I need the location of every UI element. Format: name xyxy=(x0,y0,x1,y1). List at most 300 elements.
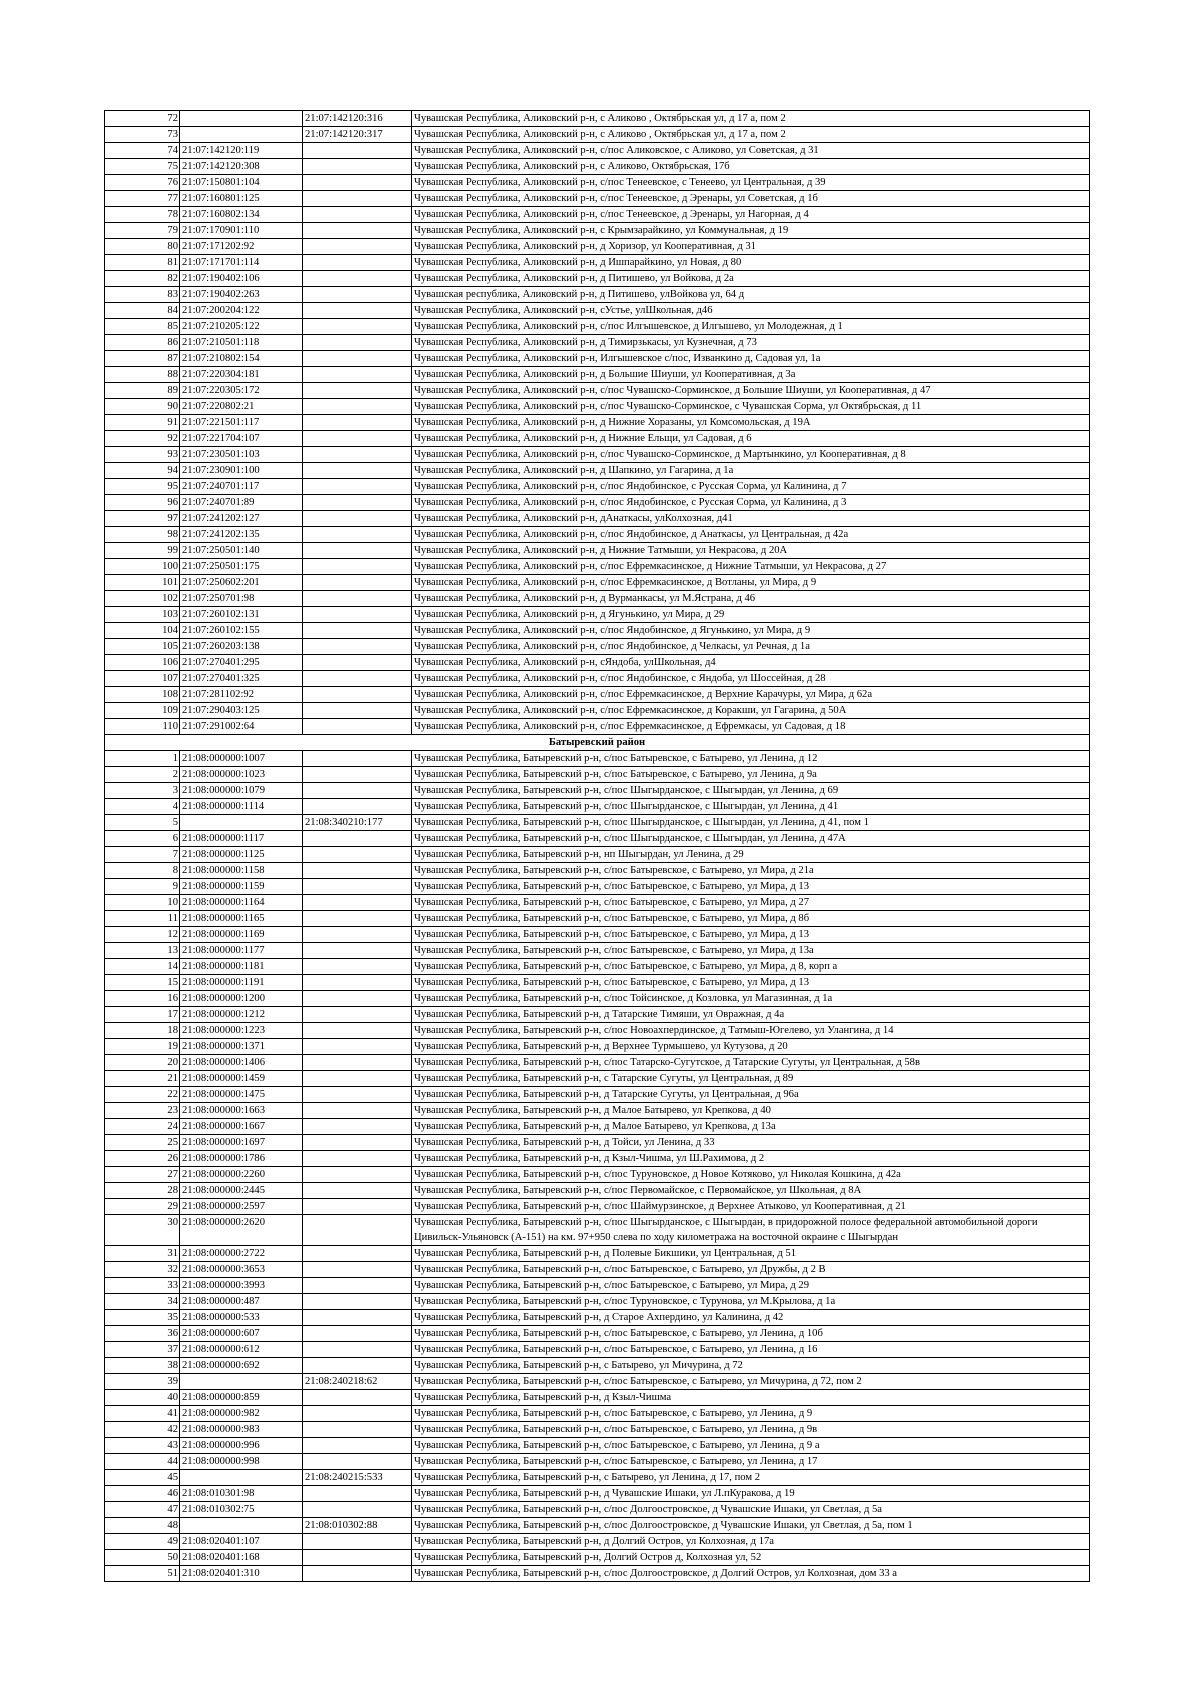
cadastral-number: 21:07:240701:117 xyxy=(180,479,303,495)
room-cadastral-number xyxy=(303,511,412,527)
address: Чувашская Республика, Аликовский р-н, д Шапкино, ул Гагарина, д 1а xyxy=(412,463,1090,479)
row-number: 91 xyxy=(105,415,180,431)
cadastral-number: 21:07:220802:21 xyxy=(180,399,303,415)
row-number: 7 xyxy=(105,847,180,863)
table-row xyxy=(105,703,1090,719)
table-row xyxy=(105,319,1090,335)
row-number: 38 xyxy=(105,1358,180,1374)
row-number: 73 xyxy=(105,127,180,143)
room-cadastral-number xyxy=(303,1071,412,1087)
table-row xyxy=(105,623,1090,639)
room-cadastral-number xyxy=(303,1246,412,1262)
room-cadastral-number xyxy=(303,959,412,975)
cadastral-number: 21:08:000000:1079 xyxy=(180,783,303,799)
room-cadastral-number xyxy=(303,367,412,383)
table-row xyxy=(105,1215,1090,1246)
room-cadastral-number xyxy=(303,495,412,511)
table-row xyxy=(105,1534,1090,1550)
row-number: 3 xyxy=(105,783,180,799)
cadastral-number: 21:08:000000:1406 xyxy=(180,1055,303,1071)
table-row xyxy=(105,799,1090,815)
table-row xyxy=(105,191,1090,207)
row-number: 104 xyxy=(105,623,180,639)
room-cadastral-number xyxy=(303,1486,412,1502)
cadastral-number: 21:08:000000:1114 xyxy=(180,799,303,815)
row-number: 30 xyxy=(105,1215,180,1246)
address: Чувашская Республика, Аликовский р-н, сЯндоба, улШкольная, д4 xyxy=(412,655,1090,671)
room-cadastral-number xyxy=(303,1119,412,1135)
address: Чувашская Республика, Аликовский р-н, с Аликово , Октябрьская ул, д 17 а, пом 2 xyxy=(412,111,1090,127)
room-cadastral-number xyxy=(303,1310,412,1326)
address: Чувашская Республика, Батыревский р-н, с/пос Батыревское, с Батырево, ул Мира, д 13 xyxy=(412,879,1090,895)
cadastral-number: 21:07:142120:119 xyxy=(180,143,303,159)
cadastral-number: 21:08:010302:75 xyxy=(180,1502,303,1518)
row-number: 102 xyxy=(105,591,180,607)
table-row xyxy=(105,543,1090,559)
row-number: 44 xyxy=(105,1454,180,1470)
room-cadastral-number xyxy=(303,1183,412,1199)
room-cadastral-number xyxy=(303,879,412,895)
row-number: 34 xyxy=(105,1294,180,1310)
table-row xyxy=(105,1422,1090,1438)
table-row xyxy=(105,175,1090,191)
room-cadastral-number xyxy=(303,831,412,847)
cadastral-number: 21:08:000000:692 xyxy=(180,1358,303,1374)
table-row xyxy=(105,655,1090,671)
row-number: 81 xyxy=(105,255,180,271)
room-cadastral-number xyxy=(303,911,412,927)
row-number: 8 xyxy=(105,863,180,879)
address: Чувашская Республика, Батыревский р-н, с/пос Шыгырданское, с Шыгырдан, ул Ленина, д 41, пом 1 xyxy=(412,815,1090,831)
row-number: 4 xyxy=(105,799,180,815)
row-number: 10 xyxy=(105,895,180,911)
cadastral-number: 21:07:250701:98 xyxy=(180,591,303,607)
row-number: 109 xyxy=(105,703,180,719)
table-row xyxy=(105,991,1090,1007)
table-row xyxy=(105,575,1090,591)
cadastral-number: 21:08:000000:1023 xyxy=(180,767,303,783)
address: Чувашская Республика, Батыревский р-н, с/пос Шыгырданское, с Шыгырдан, ул Ленина, д 41 xyxy=(412,799,1090,815)
table-row xyxy=(105,879,1090,895)
address: Чувашская Республика, Батыревский р-н, с/пос Батыревское, с Батырево, ул Мира, д 8, корп а xyxy=(412,959,1090,975)
row-number: 21 xyxy=(105,1071,180,1087)
row-number: 11 xyxy=(105,911,180,927)
row-number: 42 xyxy=(105,1422,180,1438)
table-row xyxy=(105,831,1090,847)
room-cadastral-number xyxy=(303,1358,412,1374)
cadastral-number: 21:08:000000:1459 xyxy=(180,1071,303,1087)
room-cadastral-number xyxy=(303,575,412,591)
address: Чувашская Республика, Батыревский р-н, с/пос Шыгырданское, с Шыгырдан, в придорожной полосе федеральной автомобильной дороги Цивильск-Ульяновск (А-151) на км. 97+950 слева по ходу километража на восточной окраине с Шыгырдан xyxy=(412,1215,1090,1246)
room-cadastral-number xyxy=(303,527,412,543)
cadastral-number: 21:08:000000:1164 xyxy=(180,895,303,911)
room-cadastral-number xyxy=(303,1262,412,1278)
room-cadastral-number xyxy=(303,559,412,575)
row-number: 48 xyxy=(105,1518,180,1534)
address: Чувашская Республика, Батыревский р-н, с/пос Долгоостровское, д Чувашские Ишаки, ул Светлая, д 5а xyxy=(412,1502,1090,1518)
table-row xyxy=(105,511,1090,527)
table-row xyxy=(105,1502,1090,1518)
room-cadastral-number xyxy=(303,1007,412,1023)
row-number: 39 xyxy=(105,1374,180,1390)
cadastral-number: 21:08:000000:612 xyxy=(180,1342,303,1358)
address: Чувашская Республика, Аликовский р-н, с Крымзарайкино, ул Коммунальная, д 19 xyxy=(412,223,1090,239)
cadastral-number: 21:07:291002:64 xyxy=(180,719,303,735)
address: Чувашская Республика, Аликовский р-н, с/пос Илгышевское, д Илгышево, ул Молодежная, д 1 xyxy=(412,319,1090,335)
room-cadastral-number xyxy=(303,1039,412,1055)
address: Чувашская Республика, Аликовский р-н, с/пос Яндобинское, д Анаткасы, ул Центральная, д 42а xyxy=(412,527,1090,543)
row-number: 15 xyxy=(105,975,180,991)
row-number: 18 xyxy=(105,1023,180,1039)
row-number: 72 xyxy=(105,111,180,127)
row-number: 88 xyxy=(105,367,180,383)
room-cadastral-number xyxy=(303,207,412,223)
cadastral-number: 21:07:260102:155 xyxy=(180,623,303,639)
room-cadastral-number xyxy=(303,191,412,207)
cadastral-number: 21:07:210501:118 xyxy=(180,335,303,351)
table-row xyxy=(105,1438,1090,1454)
table-row xyxy=(105,815,1090,831)
table-row xyxy=(105,1390,1090,1406)
row-number: 98 xyxy=(105,527,180,543)
row-number: 25 xyxy=(105,1135,180,1151)
address: Чувашская Республика, Аликовский р-н, д Хоризор, ул Кооперативная, д 31 xyxy=(412,239,1090,255)
row-number: 17 xyxy=(105,1007,180,1023)
table-row xyxy=(105,1135,1090,1151)
row-number: 96 xyxy=(105,495,180,511)
cadastral-number: 21:07:220305:172 xyxy=(180,383,303,399)
cadastral-number: 21:08:000000:2597 xyxy=(180,1199,303,1215)
table-row xyxy=(105,863,1090,879)
table-row xyxy=(105,111,1090,127)
table-row xyxy=(105,383,1090,399)
address: Чувашская Республика, Батыревский р-н, с/пос Батыревское, с Батырево, ул Ленина, д 9в xyxy=(412,1422,1090,1438)
table-row xyxy=(105,559,1090,575)
address: Чувашская Республика, Аликовский р-н, с/пос Яндобинское, с Русская Сорма, ул Калинина, д 3 xyxy=(412,495,1090,511)
room-cadastral-number xyxy=(303,175,412,191)
row-number: 100 xyxy=(105,559,180,575)
table-row xyxy=(105,367,1090,383)
table-row xyxy=(105,271,1090,287)
room-cadastral-number xyxy=(303,863,412,879)
table-row xyxy=(105,1071,1090,1087)
table-row xyxy=(105,591,1090,607)
row-number: 27 xyxy=(105,1167,180,1183)
table-row xyxy=(105,1007,1090,1023)
address: Чувашская Республика, Аликовский р-н, с/пос Чувашско-Сорминское, с Чувашская Сорма, ул Октябрьская, д 11 xyxy=(412,399,1090,415)
cadastral-number: 21:08:000000:607 xyxy=(180,1326,303,1342)
room-cadastral-number xyxy=(303,1390,412,1406)
address: Чувашская Республика, Аликовский р-н, с/пос Ефремкасинское, д Нижние Татмыши, ул Некрасова, д 27 xyxy=(412,559,1090,575)
cadastral-number: 21:08:000000:983 xyxy=(180,1422,303,1438)
table-row xyxy=(105,1246,1090,1262)
row-number: 51 xyxy=(105,1566,180,1582)
table-row xyxy=(105,1262,1090,1278)
table-row xyxy=(105,239,1090,255)
table-row xyxy=(105,255,1090,271)
cadastral-number: 21:08:000000:1007 xyxy=(180,751,303,767)
room-cadastral-number xyxy=(303,783,412,799)
cadastral-number: 21:08:000000:996 xyxy=(180,1438,303,1454)
cadastral-number: 21:07:290403:125 xyxy=(180,703,303,719)
room-cadastral-number xyxy=(303,319,412,335)
table-row xyxy=(105,1055,1090,1071)
room-cadastral-number xyxy=(303,479,412,495)
address: Чувашская Республика, Батыревский р-н, д Верхнее Турмышево, ул Кутузова, д 20 xyxy=(412,1039,1090,1055)
row-number: 95 xyxy=(105,479,180,495)
cadastral-number: 21:07:171701:114 xyxy=(180,255,303,271)
cadastral-number: 21:08:000000:998 xyxy=(180,1454,303,1470)
table-row xyxy=(105,1278,1090,1294)
address: Чувашская Республика, Батыревский р-н, д Долгий Остров, ул Колхозная, д 17а xyxy=(412,1534,1090,1550)
row-number: 1 xyxy=(105,751,180,767)
address: Чувашская Республика, Аликовский р-н, с Аликово, Октябрьская, 17б xyxy=(412,159,1090,175)
table-row xyxy=(105,223,1090,239)
cadastral-number: 21:07:270401:295 xyxy=(180,655,303,671)
cadastral-number: 21:08:000000:2722 xyxy=(180,1246,303,1262)
cadastral-number: 21:07:210205:122 xyxy=(180,319,303,335)
address: Чувашская Республика, Батыревский р-н, д Татарские Сугуты, ул Центральная, д 96а xyxy=(412,1087,1090,1103)
address: Чувашская Республика, Батыревский р-н, с/пос Батыревское, с Батырево, ул Ленина, д 12 xyxy=(412,751,1090,767)
table-row xyxy=(105,399,1090,415)
row-number: 94 xyxy=(105,463,180,479)
room-cadastral-number xyxy=(303,1135,412,1151)
cadastral-number: 21:07:250501:175 xyxy=(180,559,303,575)
table-row xyxy=(105,159,1090,175)
address: Чувашская Республика, Батыревский р-н, д Малое Батырево, ул Крепкова, д 13а xyxy=(412,1119,1090,1135)
cadastral-number: 21:07:230901:100 xyxy=(180,463,303,479)
row-number: 46 xyxy=(105,1486,180,1502)
row-number: 23 xyxy=(105,1103,180,1119)
cadastral-number: 21:07:190402:106 xyxy=(180,271,303,287)
address: Чувашская республика, Аликовский р-н, д Питишево, улВойкова ул, 64 д xyxy=(412,287,1090,303)
cadastral-number: 21:08:000000:1667 xyxy=(180,1119,303,1135)
room-cadastral-number xyxy=(303,239,412,255)
row-number: 110 xyxy=(105,719,180,735)
room-cadastral-number xyxy=(303,847,412,863)
address: Чувашская Республика, Батыревский р-н, с/пос Батыревское, с Батырево, ул Дружбы, д 2 В xyxy=(412,1262,1090,1278)
table-row xyxy=(105,783,1090,799)
cadastral-number: 21:07:260102:131 xyxy=(180,607,303,623)
table-row xyxy=(105,463,1090,479)
address: Чувашская Республика, Батыревский р-н, с/пос Батыревское, с Батырево, ул Мира, д 21а xyxy=(412,863,1090,879)
row-number: 83 xyxy=(105,287,180,303)
table-row xyxy=(105,687,1090,703)
address: Чувашская Республика, Батыревский р-н, с/пос Долгоостровское, д Чувашские Ишаки, ул Светлая, д 5а, пом 1 xyxy=(412,1518,1090,1534)
room-cadastral-number xyxy=(303,751,412,767)
table-row xyxy=(105,895,1090,911)
cadastral-number: 21:07:250501:140 xyxy=(180,543,303,559)
row-number: 35 xyxy=(105,1310,180,1326)
cadastral-number: 21:07:250602:201 xyxy=(180,575,303,591)
row-number: 90 xyxy=(105,399,180,415)
cadastral-number: 21:08:000000:982 xyxy=(180,1406,303,1422)
table-row xyxy=(105,1151,1090,1167)
room-cadastral-number xyxy=(303,1534,412,1550)
address: Чувашская Республика, Аликовский р-н, д Питишево, ул Войкова, д 2а xyxy=(412,271,1090,287)
row-number: 33 xyxy=(105,1278,180,1294)
row-number: 84 xyxy=(105,303,180,319)
room-cadastral-number xyxy=(303,351,412,367)
address: Чувашская Республика, Батыревский р-н, с/пос Батыревское, с Батырево, ул Мира, д 8б xyxy=(412,911,1090,927)
address: Чувашская Республика, Батыревский р-н, с/пос Батыревское, с Батырево, ул Ленина, д 17 xyxy=(412,1454,1090,1470)
address: Чувашская Республика, Батыревский р-н, с/пос Первомайское, с Первомайское, ул Школьная, д 8А xyxy=(412,1183,1090,1199)
cadastral-number: 21:08:000000:3653 xyxy=(180,1262,303,1278)
cadastral-number xyxy=(180,1374,303,1390)
room-cadastral-number xyxy=(303,991,412,1007)
table-row xyxy=(105,1326,1090,1342)
table-row xyxy=(105,351,1090,367)
room-cadastral-number xyxy=(303,1502,412,1518)
row-number: 32 xyxy=(105,1262,180,1278)
address: Чувашская Республика, Батыревский р-н, нп Шыгырдан, ул Ленина, д 29 xyxy=(412,847,1090,863)
cadastral-number: 21:07:150801:104 xyxy=(180,175,303,191)
address: Чувашская Республика, Батыревский р-н, д Кзыл-Чишма xyxy=(412,1390,1090,1406)
table-row xyxy=(105,335,1090,351)
address: Чувашская Республика, Батыревский р-н, с Татарские Сугуты, ул Центральная, д 89 xyxy=(412,1071,1090,1087)
cadastral-number: 21:08:000000:1663 xyxy=(180,1103,303,1119)
room-cadastral-number xyxy=(303,335,412,351)
cadastral-number: 21:08:000000:1697 xyxy=(180,1135,303,1151)
cadastral-number: 21:08:000000:2620 xyxy=(180,1215,303,1246)
room-cadastral-number xyxy=(303,623,412,639)
table-row xyxy=(105,287,1090,303)
cadastral-number: 21:08:000000:1177 xyxy=(180,943,303,959)
row-number: 75 xyxy=(105,159,180,175)
cadastral-number: 21:08:000000:1223 xyxy=(180,1023,303,1039)
row-number: 29 xyxy=(105,1199,180,1215)
room-cadastral-number xyxy=(303,895,412,911)
row-number: 9 xyxy=(105,879,180,895)
address: Чувашская Республика, Аликовский р-н, сУстье, улШкольная, д46 xyxy=(412,303,1090,319)
row-number: 28 xyxy=(105,1183,180,1199)
cadastral-number xyxy=(180,1470,303,1486)
address: Чувашская Республика, Батыревский р-н, д Малое Батырево, ул Крепкова, д 40 xyxy=(412,1103,1090,1119)
table-row xyxy=(105,527,1090,543)
cadastral-number: 21:08:000000:1169 xyxy=(180,927,303,943)
table-row xyxy=(105,1406,1090,1422)
cadastral-number: 21:07:221704:107 xyxy=(180,431,303,447)
address: Чувашская Республика, Батыревский р-н, с/пос Батыревское, с Батырево, ул Ленина, д 16 xyxy=(412,1342,1090,1358)
row-number: 86 xyxy=(105,335,180,351)
table-row xyxy=(105,1486,1090,1502)
cadastral-number: 21:07:171202:92 xyxy=(180,239,303,255)
room-cadastral-number xyxy=(303,255,412,271)
address: Чувашская Республика, Батыревский р-н, д Полевые Бикшики, ул Центральная, д 51 xyxy=(412,1246,1090,1262)
address: Чувашская Республика, Батыревский р-н, с/пос Долгоостровское, д Долгий Остров, ул Колхозная, дом 33 а xyxy=(412,1566,1090,1582)
room-cadastral-number xyxy=(303,975,412,991)
address: Чувашская Республика, Батыревский р-н, с/пос Татарско-Сугутское, д Татарские Сугуты, ул Центральная, д 58в xyxy=(412,1055,1090,1071)
room-cadastral-number xyxy=(303,1215,412,1246)
table-row xyxy=(105,751,1090,767)
address: Чувашская Республика, Батыревский р-н, с/пос Новоахпердинское, д Татмыш-Югелево, ул Улангина, д 14 xyxy=(412,1023,1090,1039)
cadastral-number: 21:07:160802:134 xyxy=(180,207,303,223)
cadastral-number: 21:08:000000:1117 xyxy=(180,831,303,847)
table-row xyxy=(105,1103,1090,1119)
cadastral-number: 21:08:000000:3993 xyxy=(180,1278,303,1294)
table-row xyxy=(105,1294,1090,1310)
room-cadastral-number xyxy=(303,1055,412,1071)
cadastral-number: 21:07:230501:103 xyxy=(180,447,303,463)
row-number: 74 xyxy=(105,143,180,159)
room-cadastral-number: 21:08:240218:62 xyxy=(303,1374,412,1390)
address: Чувашская Республика, Батыревский р-н, с/пос Батыревское, с Батырево, ул Ленина, д 9 xyxy=(412,1406,1090,1422)
room-cadastral-number xyxy=(303,799,412,815)
room-cadastral-number: 21:07:142120:317 xyxy=(303,127,412,143)
table-row xyxy=(105,127,1090,143)
address: Чувашская Республика, Аликовский р-н, с/пос Яндобинское, д Ягунькино, ул Мира, д 9 xyxy=(412,623,1090,639)
registry-table-body xyxy=(105,111,1090,1582)
row-number: 5 xyxy=(105,815,180,831)
room-cadastral-number xyxy=(303,1342,412,1358)
row-number: 108 xyxy=(105,687,180,703)
table-row xyxy=(105,479,1090,495)
cadastral-number: 21:08:000000:2260 xyxy=(180,1167,303,1183)
room-cadastral-number xyxy=(303,639,412,655)
address: Чувашская Республика, Аликовский р-н, с/пос Ефремкасинское, д Верхние Карачуры, ул Мира, д 62а xyxy=(412,687,1090,703)
table-row xyxy=(105,495,1090,511)
table-row xyxy=(105,415,1090,431)
cadastral-number: 21:07:142120:308 xyxy=(180,159,303,175)
cadastral-number: 21:07:270401:325 xyxy=(180,671,303,687)
cadastral-number: 21:08:020401:107 xyxy=(180,1534,303,1550)
table-row xyxy=(105,1199,1090,1215)
cadastral-number xyxy=(180,1518,303,1534)
cadastral-number: 21:08:000000:1125 xyxy=(180,847,303,863)
row-number: 47 xyxy=(105,1502,180,1518)
row-number: 107 xyxy=(105,671,180,687)
room-cadastral-number xyxy=(303,159,412,175)
room-cadastral-number xyxy=(303,591,412,607)
cadastral-number: 21:08:000000:859 xyxy=(180,1390,303,1406)
address: Чувашская Республика, Батыревский р-н, с/пос Батыревское, с Батырево, ул Мира, д 13 xyxy=(412,975,1090,991)
room-cadastral-number xyxy=(303,303,412,319)
address: Чувашская Республика, Батыревский р-н, с/пос Батыревское, с Батырево, ул Ленина, д 10б xyxy=(412,1326,1090,1342)
cadastral-number: 21:08:000000:1200 xyxy=(180,991,303,1007)
table-row xyxy=(105,767,1090,783)
room-cadastral-number xyxy=(303,1278,412,1294)
row-number: 82 xyxy=(105,271,180,287)
row-number: 101 xyxy=(105,575,180,591)
cadastral-number: 21:08:000000:1181 xyxy=(180,959,303,975)
address: Чувашская Республика, Аликовский р-н, с/пос Ефремкасинское, д Ефремкасы, ул Садовая, д 18 xyxy=(412,719,1090,735)
address: Чувашская Республика, Батыревский р-н, с/пос Батыревское, с Батырево, ул Мира, д 27 xyxy=(412,895,1090,911)
address: Чувашская Республика, Аликовский р-н, д Большие Шиуши, ул Кооперативная, д 3а xyxy=(412,367,1090,383)
address: Чувашская Республика, Аликовский р-н, с/пос Тенеевское, с Тенеево, ул Центральная, д 39 xyxy=(412,175,1090,191)
table-row xyxy=(105,639,1090,655)
cadastral-number: 21:08:000000:1165 xyxy=(180,911,303,927)
room-cadastral-number xyxy=(303,383,412,399)
row-number: 12 xyxy=(105,927,180,943)
cadastral-number: 21:08:000000:487 xyxy=(180,1294,303,1310)
row-number: 92 xyxy=(105,431,180,447)
table-row xyxy=(105,1550,1090,1566)
row-number: 99 xyxy=(105,543,180,559)
room-cadastral-number xyxy=(303,399,412,415)
table-row xyxy=(105,719,1090,735)
section-header-row xyxy=(105,735,1090,751)
cadastral-number xyxy=(180,127,303,143)
room-cadastral-number xyxy=(303,447,412,463)
table-row xyxy=(105,1039,1090,1055)
address: Чувашская Республика, Батыревский р-н, с/пос Шыгырданское, с Шыгырдан, ул Ленина, д 47А xyxy=(412,831,1090,847)
table-row xyxy=(105,943,1090,959)
row-number: 49 xyxy=(105,1534,180,1550)
address: Чувашская Республика, Аликовский р-н, с/пос Ефремкасинское, д Вотланы, ул Мира, д 9 xyxy=(412,575,1090,591)
room-cadastral-number xyxy=(303,943,412,959)
cadastral-number: 21:07:221501:117 xyxy=(180,415,303,431)
address: Чувашская Республика, Аликовский р-н, с/пос Яндобинское, с Яндоба, ул Шоссейная, д 28 xyxy=(412,671,1090,687)
